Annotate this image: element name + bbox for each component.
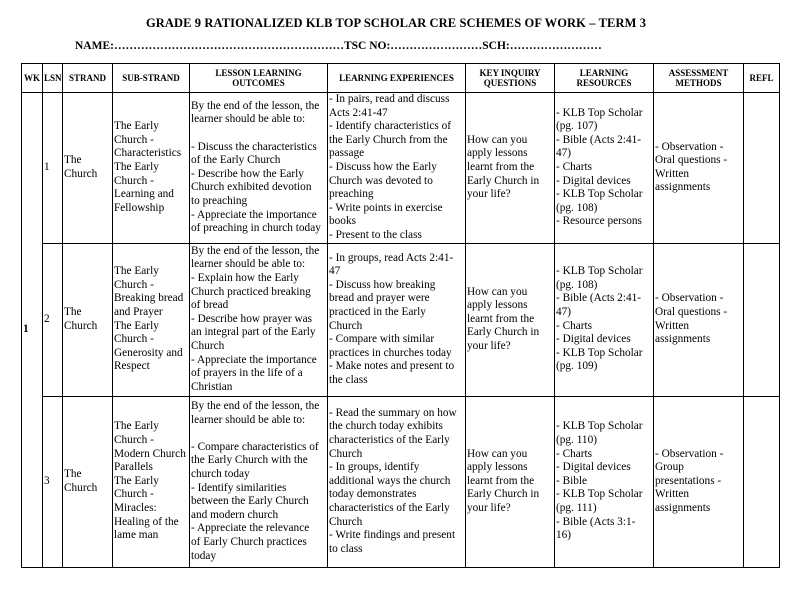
cell-line: apply lessons [467, 299, 528, 312]
cell-line: Church - [114, 488, 154, 501]
cell-line: an integral part of the Early [191, 326, 316, 339]
cell-line: Generosity and [114, 346, 183, 359]
cell-line: Church [64, 319, 98, 332]
cell-line: (pg. 108) [556, 201, 598, 214]
col-header-outcomes: LESSON LEARNING OUTCOMES [190, 64, 328, 93]
substrand-cell [113, 396, 190, 567]
table-row [22, 396, 780, 567]
cell-line: - In groups, identify [329, 461, 420, 474]
cell-line: to preaching [191, 194, 248, 207]
col-header-strand: STRAND [63, 64, 113, 93]
substrand-cell [113, 243, 190, 396]
cell-line: of the Early Church [191, 154, 281, 167]
col-header-assessment: ASSESSMENT METHODS [654, 64, 744, 93]
cell-line: - Read the summary on how [329, 406, 457, 419]
cell-line: 47) [556, 305, 572, 318]
cell-line: passage [329, 147, 365, 160]
cell-line: Characteristics [114, 147, 182, 160]
cell-line: (pg. 110) [556, 433, 597, 446]
cell-line: (pg. 107) [556, 120, 598, 133]
cell-line: - Bible (Acts 3:1- [556, 515, 636, 528]
cell-line: Acts 2:41-47 [329, 106, 388, 119]
cell-line: of Early Church practices [191, 535, 307, 548]
cell-line: assignments [655, 181, 711, 194]
experiences-cell [328, 93, 466, 244]
cell-line: Learning and [114, 188, 174, 201]
cell-line: The Early [114, 265, 159, 278]
cell-line: Early Church in [467, 174, 540, 187]
cell-line: today [191, 549, 217, 562]
cell-line: The Early [114, 120, 159, 133]
cell-line: Church exhibited devotion [191, 181, 312, 194]
header-row [22, 64, 780, 93]
assessment-cell [654, 93, 744, 244]
cell-line: - Identify similarities [191, 481, 287, 494]
outcomes-cell [190, 396, 328, 567]
cell-line: Church [329, 447, 363, 460]
cell-line: Church practiced breaking [191, 285, 311, 298]
assessment-cell [654, 396, 744, 567]
strand-cell [63, 93, 113, 244]
col-header-questions: KEY INQUIRY QUESTIONS [466, 64, 555, 93]
cell-line: 47) [556, 147, 572, 160]
cell-line: - Bible (Acts 2:41- [556, 133, 642, 146]
refl-cell [744, 243, 780, 396]
cell-line: - Present to the class [329, 228, 422, 241]
cell-line: the class [329, 373, 368, 386]
cell-line: Miracles: [114, 501, 157, 514]
col-header-resources: LEARNING RESOURCES [555, 64, 654, 93]
substrand-cell [113, 93, 190, 244]
cell-line: Church [329, 515, 363, 528]
cell-line: additional ways the church [329, 474, 451, 487]
cell-line: Written [655, 488, 690, 501]
cell-line: Oral questions - [655, 154, 728, 167]
cell-line: - KLB Top Scholar [556, 265, 643, 278]
cell-line: Healing of the [114, 515, 179, 528]
cell-line: today demonstrates [329, 488, 417, 501]
cell-line: practiced in the Early [329, 305, 426, 318]
cell-line: your life? [467, 339, 511, 352]
cell-line: - Describe how the Early [191, 167, 304, 180]
cell-line: - KLB Top Scholar [556, 420, 643, 433]
cell-line: characteristics of the Early [329, 433, 450, 446]
cell-line: preaching [329, 188, 374, 201]
cell-line: Church [191, 339, 225, 352]
cell-line: church today [191, 467, 250, 480]
cell-line: assignments [655, 333, 711, 346]
resources-cell [555, 396, 654, 567]
cell-line: - Bible (Acts 2:41- [556, 292, 642, 305]
cell-line: 47 [329, 265, 341, 278]
experiences-cell [328, 243, 466, 396]
scheme-table [21, 63, 780, 568]
cell-line: - In groups, read Acts 2:41- [329, 251, 454, 264]
lsn-cell: 2 [43, 243, 63, 396]
cell-line: - Charts [556, 319, 593, 332]
cell-line: The Early [114, 420, 159, 433]
cell-line: The Early [114, 160, 159, 173]
questions-cell [466, 93, 555, 244]
cell-line: Breaking bread [114, 292, 184, 305]
outcomes-cell [190, 243, 328, 396]
cell-line: lame man [114, 529, 159, 542]
cell-line: Group [655, 461, 684, 474]
cell-line: - Digital devices [556, 174, 631, 187]
cell-line: By the end of the lesson, the [191, 399, 320, 412]
resources-cell [555, 93, 654, 244]
cell-line: Early Church in [467, 488, 540, 501]
cell-line: - KLB Top Scholar [556, 106, 643, 119]
cell-line: - Charts [556, 160, 593, 173]
cell-line [191, 127, 326, 141]
cell-line: - Digital devices [556, 333, 631, 346]
strand-cell [63, 243, 113, 396]
cell-line: - Discuss the characteristics [191, 140, 317, 153]
cell-line: - Observation - [655, 292, 724, 305]
cell-line: Church - [114, 333, 154, 346]
cell-line: practices in churches today [329, 346, 452, 359]
cell-line: apply lessons [467, 461, 528, 474]
cell-line: of preaching in church today [191, 222, 321, 235]
cell-line: - Digital devices [556, 461, 631, 474]
week-cell: 1 [22, 93, 43, 568]
cell-line: - Write points in exercise [329, 201, 443, 214]
cell-line: - Compare characteristics of [191, 440, 319, 453]
cell-line: The Early [114, 319, 159, 332]
table-row [22, 243, 780, 396]
cell-line: By the end of the lesson, the [191, 99, 320, 112]
col-header-lsn: LSN [43, 64, 63, 93]
cell-line: - Appreciate the relevance [191, 522, 310, 535]
cell-line: of bread [191, 299, 229, 312]
cell-line: learner should be able to: [191, 113, 306, 126]
cell-line: - In pairs, read and discuss [329, 93, 450, 105]
cell-line: characteristics of the Early [329, 501, 450, 514]
cell-line: assignments [655, 501, 711, 514]
cell-line: Church [64, 167, 98, 180]
refl-cell [744, 93, 780, 244]
cell-line: and modern church [191, 508, 279, 521]
cell-line: Church - [114, 133, 154, 146]
table-row [22, 93, 780, 244]
cell-line: between the Early Church [191, 495, 309, 508]
cell-line: The [64, 467, 82, 480]
cell-line: Respect [114, 360, 150, 373]
cell-line: - KLB Top Scholar [556, 188, 643, 201]
lsn-cell: 3 [43, 396, 63, 567]
cell-line: - Observation - [655, 140, 724, 153]
cell-line: Church - [114, 174, 154, 187]
cell-line: the church today exhibits [329, 420, 443, 433]
cell-line: How can you [467, 285, 528, 298]
cell-line: How can you [467, 447, 528, 460]
cell-line: your life? [467, 501, 511, 514]
outcomes-cell [190, 93, 328, 244]
lsn-cell: 1 [43, 93, 63, 244]
cell-line: By the end of the lesson, the [191, 244, 320, 257]
resources-cell [555, 243, 654, 396]
cell-line: Early Church in [467, 326, 540, 339]
cell-line: your life? [467, 188, 511, 201]
cell-line: and Prayer [114, 305, 163, 318]
cell-line [191, 427, 326, 441]
cell-line: - Write findings and present [329, 529, 456, 542]
cell-line: - KLB Top Scholar [556, 346, 643, 359]
cell-line: to class [329, 542, 363, 555]
cell-line: - Observation - [655, 447, 724, 460]
cell-line: (pg. 108) [556, 278, 598, 291]
col-header-refl: REFL [744, 64, 780, 93]
document-title: GRADE 9 RATIONALIZED KLB TOP SCHOLAR CRE SCHEMES OF WORK – TERM 3 [145, 16, 647, 30]
cell-line: - Appreciate the importance [191, 353, 317, 366]
refl-cell [744, 396, 780, 567]
cell-line: Church was devoted to [329, 174, 433, 187]
cell-line: Church [329, 319, 363, 332]
cell-line: Church - [114, 433, 154, 446]
name-line: NAME:……………………………………………………TSC NO:……………………SCH:…………………… [75, 40, 602, 52]
cell-line: - Resource persons [556, 215, 642, 228]
cell-line: presentations - [655, 474, 722, 487]
cell-line: Christian [191, 380, 233, 393]
col-header-substrand: SUB-STRAND [113, 64, 190, 93]
cell-line: Modern Church [114, 447, 186, 460]
questions-cell [466, 243, 555, 396]
cell-line: How can you [467, 133, 528, 146]
cell-line: Parallels [114, 461, 153, 474]
experiences-cell [328, 396, 466, 567]
assessment-cell [654, 243, 744, 396]
cell-line: The [64, 305, 82, 318]
cell-line: learner should be able to: [191, 413, 306, 426]
cell-line: Church [64, 481, 98, 494]
cell-line: of prayers in the life of a [191, 367, 303, 380]
cell-line: learnt from the [467, 312, 535, 325]
col-header-experiences: LEARNING EXPERIENCES [328, 64, 466, 93]
cell-line: (pg. 111) [556, 501, 597, 514]
cell-line: - KLB Top Scholar [556, 488, 643, 501]
cell-line: - Describe how prayer was [191, 312, 313, 325]
strand-cell [63, 396, 113, 567]
cell-line: the Early Church from the [329, 133, 448, 146]
cell-line: Written [655, 167, 690, 180]
cell-line: learnt from the [467, 474, 535, 487]
cell-line: learnt from the [467, 160, 535, 173]
cell-line: - Explain how the Early [191, 271, 299, 284]
cell-line: - Discuss how the Early [329, 160, 437, 173]
cell-line: The Early [114, 474, 159, 487]
cell-line: (pg. 109) [556, 360, 598, 373]
questions-cell [466, 396, 555, 567]
cell-line: - Appreciate the importance [191, 208, 317, 221]
cell-line: Church - [114, 278, 154, 291]
cell-line: apply lessons [467, 147, 528, 160]
cell-line: learner should be able to: [191, 258, 306, 271]
cell-line: the Early Church with the [191, 454, 308, 467]
cell-line: The [64, 154, 82, 167]
cell-line: books [329, 215, 356, 228]
cell-line: - Discuss how breaking [329, 278, 436, 291]
cell-line: Written [655, 319, 690, 332]
cell-line: Oral questions - [655, 305, 728, 318]
cell-line: bread and prayer were [329, 292, 430, 305]
cell-line: - Make notes and present to [329, 360, 455, 373]
cell-line: - Charts [556, 447, 593, 460]
cell-line: - Bible [556, 474, 588, 487]
cell-line: - Compare with similar [329, 333, 435, 346]
col-header-wk: WK [22, 64, 43, 93]
cell-line: Fellowship [114, 201, 165, 214]
cell-line: 16) [556, 529, 572, 542]
cell-line: - Identify characteristics of [329, 120, 452, 133]
